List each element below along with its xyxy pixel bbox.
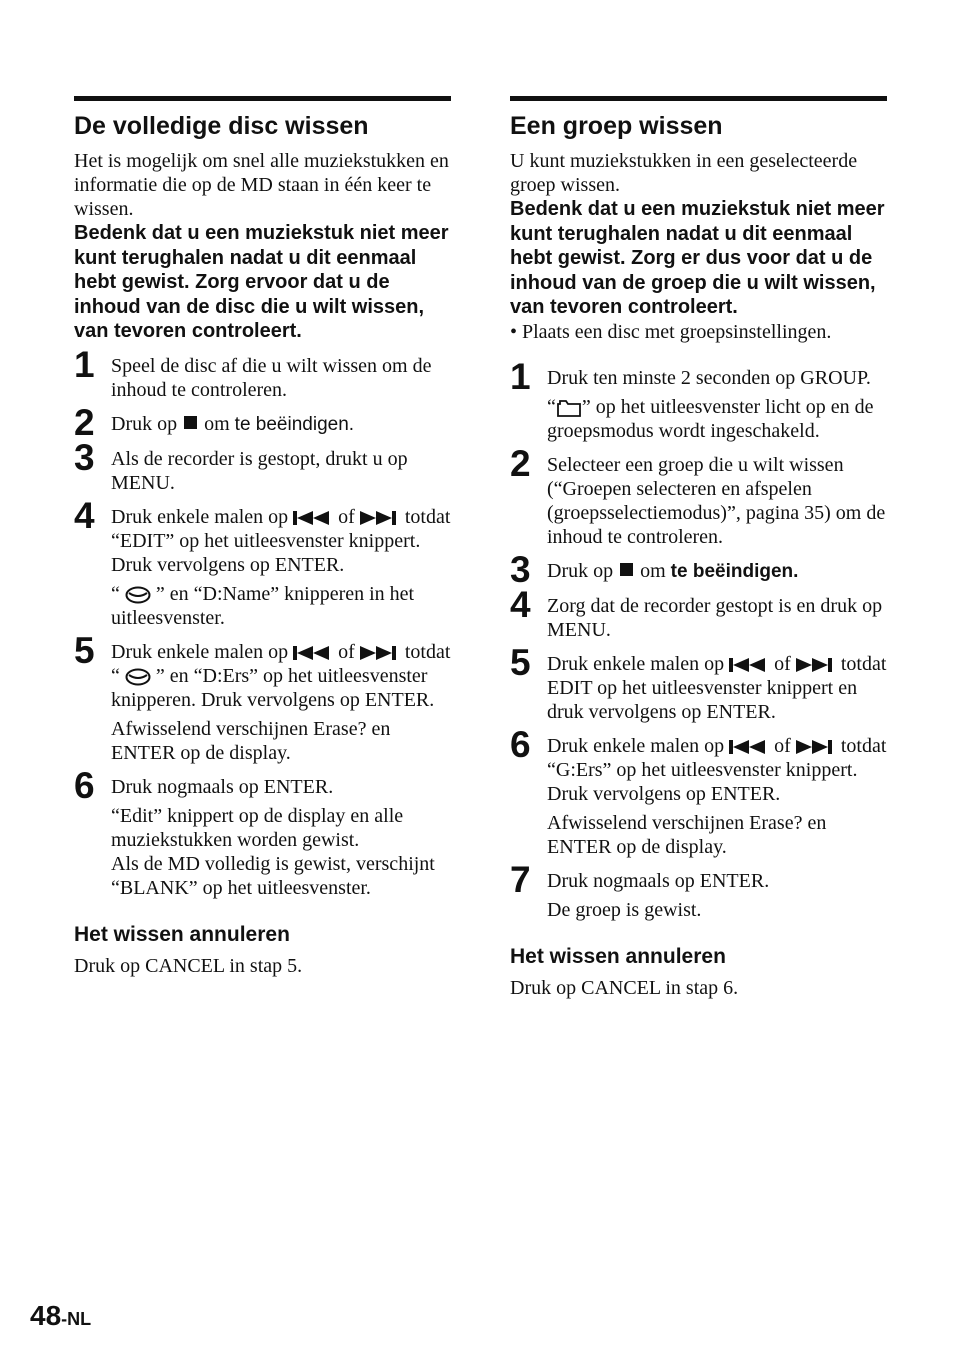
step-text-part: “: [547, 395, 556, 418]
step-text-part: Druk enkele malen op: [111, 640, 294, 663]
step-text-part: totdat EDIT op het uitleesvenster knippert en druk vervolgens op ENTER.: [547, 652, 887, 723]
step-1: [510, 355, 887, 443]
section-title: Een groep wissen: [510, 112, 723, 140]
step-text: Druk nogmaals op ENTER.: [547, 869, 770, 892]
previous-track-icon: [729, 739, 769, 755]
step-text: Speel de disc af die u wilt wissen om de inhoud te controleren.: [111, 354, 432, 401]
step-note: De groep is gewist.: [547, 898, 702, 921]
step-text-part: Druk enkele malen op: [547, 734, 730, 757]
step-text: Druk ten minste 2 seconden op GROUP.: [547, 366, 871, 389]
step-number: 4: [510, 583, 531, 625]
intro-text: Het is mogelijk om snel alle muziekstukken en informatie die op de MD staan in één keer te wissen.: [74, 150, 449, 220]
step-number: 1: [74, 343, 95, 385]
page-number: [30, 1300, 91, 1332]
step-note: Als de MD volledig is gewist, verschijnt “BLANK” op het uitleesvenster.: [111, 852, 435, 899]
section-title: De volledige disc wissen: [74, 112, 369, 140]
next-track-icon: [796, 657, 836, 673]
step-number: 1: [510, 355, 531, 397]
previous-track-icon: [729, 657, 769, 673]
step-4: [510, 583, 887, 642]
step-text: [111, 505, 451, 577]
stop-icon: [620, 563, 633, 576]
warning-text: Bedenk dat u een muziekstuk niet meer kunt terughalen nadat u dit eenmaal hebt gewist. Zorg er dus voor dat u de inhoud van de groep die u wilt wissen, van tevoren controleert.: [510, 198, 885, 318]
previous-track-icon: [293, 510, 333, 526]
step-text-part: of: [769, 652, 796, 675]
step-note: “Edit” knippert op de display en alle muziekstukken worden gewist.: [111, 804, 404, 851]
stop-icon: [184, 416, 197, 429]
step-text-part: totdat “: [111, 640, 451, 687]
step-number: 4: [74, 494, 95, 536]
step-text: Zorg dat de recorder gestopt is en druk op MENU.: [547, 594, 883, 641]
step-note: [111, 582, 451, 630]
step-7: [510, 858, 887, 922]
warning-text: Bedenk dat u een muziekstuk niet meer kunt terughalen nadat u dit eenmaal hebt gewist. Zorg ervoor dat u de inhoud van de disc die u wilt wissen, van tevoren controleert.: [74, 222, 449, 342]
step-number: 3: [74, 436, 95, 478]
step-number: 3: [510, 548, 531, 590]
section-rule: [74, 96, 451, 101]
cancel-heading: Het wissen annuleren: [74, 922, 290, 946]
step-number: 7: [510, 858, 531, 900]
step-text-part: te beëindigen.: [670, 560, 799, 582]
page-number-suffix: -NL: [61, 1309, 92, 1329]
step-3: [74, 436, 451, 495]
next-track-icon: [796, 739, 836, 755]
step-5: [510, 641, 887, 724]
step-text: [111, 412, 451, 437]
step-text-part: te beëindigen.: [234, 413, 355, 435]
step-number: 6: [510, 723, 531, 765]
step-number: 2: [74, 401, 95, 443]
step-text: [547, 559, 887, 584]
step-6: [510, 723, 887, 859]
left-column: [74, 96, 451, 978]
page-number-value: 48: [30, 1300, 62, 1331]
step-number: 5: [74, 629, 95, 671]
step-1: [74, 343, 451, 402]
step-number: 6: [74, 764, 95, 806]
step-note: [547, 395, 887, 443]
step-number: 2: [510, 442, 531, 484]
previous-track-icon: [293, 645, 333, 661]
step-text: Druk nogmaals op ENTER.: [111, 775, 334, 798]
step-text-part: om: [199, 412, 235, 435]
step-text-part: Druk enkele malen op: [111, 505, 294, 528]
cancel-text: Druk op CANCEL in stap 5.: [74, 954, 303, 977]
step-number: 5: [510, 641, 531, 683]
step-2: [510, 442, 887, 549]
step-text: [111, 640, 451, 712]
next-track-icon: [360, 645, 400, 661]
step-text-part: totdat “G:Ers” op het uitleesvenster knippert. Druk vervolgens op ENTER.: [547, 734, 887, 805]
step-text-part: of: [769, 734, 796, 757]
right-column: [510, 96, 887, 1000]
step-2: [74, 401, 451, 443]
step-note: Afwisselend verschijnen Erase? en ENTER op de display.: [111, 717, 391, 764]
step-text-part: om: [635, 559, 671, 582]
cancel-text: Druk op CANCEL in stap 6.: [510, 976, 739, 999]
step-3: [510, 548, 887, 590]
step-text-part: ” en “D:Name” knipperen in het uitleesvenster.: [111, 582, 415, 629]
cancel-heading: Het wissen annuleren: [510, 944, 726, 968]
step-text: [547, 734, 887, 806]
step-text-part: Druk op: [111, 412, 183, 435]
step-text-part: ” en “D:Ers” op het uitleesvenster knipperen. Druk vervolgens op ENTER.: [111, 664, 435, 711]
step-text-part: totdat “EDIT” op het uitleesvenster knippert. Druk vervolgens op ENTER.: [111, 505, 451, 576]
step-text-part: of: [333, 640, 360, 663]
step-6: [74, 764, 451, 900]
step-text: Als de recorder is gestopt, drukt u op MENU.: [111, 447, 408, 494]
step-text-part: Druk op: [547, 559, 619, 582]
step-text-part: Druk enkele malen op: [547, 652, 730, 675]
group-folder-icon: [556, 399, 582, 417]
intro-text: U kunt muziekstukken in een geselecteerde groep wissen.: [510, 150, 858, 196]
section-rule: [510, 96, 887, 101]
step-text-part: ” op het uitleesvenster licht op en de groepsmodus wordt ingeschakeld.: [547, 395, 874, 442]
step-text: [547, 652, 887, 724]
disc-icon: [125, 668, 151, 686]
step-4: [74, 494, 451, 630]
step-note: Afwisselend verschijnen Erase? en ENTER op de display.: [547, 811, 827, 858]
next-track-icon: [360, 510, 400, 526]
bullet-text: • Plaats een disc met groepsinstellingen.: [510, 320, 832, 343]
step-text: Selecteer een groep die u wilt wissen (“Groepen selecteren en afspelen (groepsselectiemodus)”, pagina 35) om de inhoud te controleren.: [547, 453, 886, 548]
step-text-part: of: [333, 505, 360, 528]
disc-icon: [125, 586, 151, 604]
step-text-part: “: [111, 582, 125, 605]
step-5: [74, 629, 451, 765]
